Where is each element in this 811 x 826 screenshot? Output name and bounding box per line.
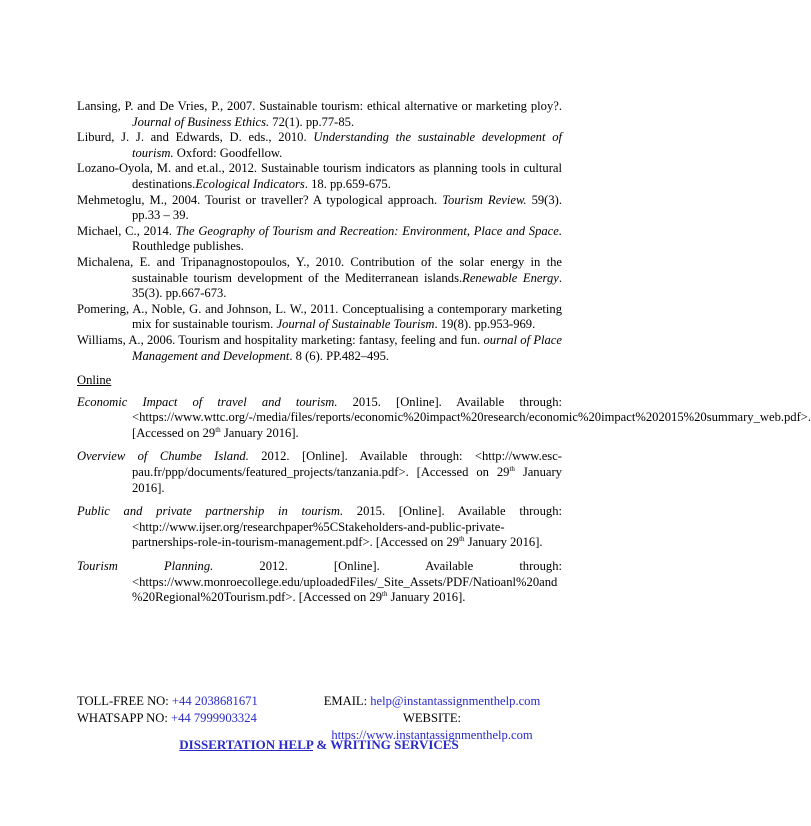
reference-list <box>77 99 811 614</box>
reference-date: January 2016]. <box>387 590 466 605</box>
reference-text: 2015. [Online]. Available through: <https://www.wttc.org/-/media/files/reports/economic%20impact%20research/economic%20impact%202015%20summary_web.pdf>. [Accessed on 29 <box>132 394 811 440</box>
reference-source: Journal of Sustainable Tourism <box>276 317 435 332</box>
reference-title: Overview of Chumbe Island. <box>77 449 249 464</box>
email <box>302 693 562 710</box>
tollfree-label: TOLL-FREE NO: <box>77 694 172 708</box>
reference-entry <box>77 333 562 364</box>
reference-text: Michael, C., 2014. <box>77 223 176 238</box>
reference-text: 2015. [Online]. Available through: <http://www.ijser.org/researchpaper%5CStakeholders-and-public-private-partnerships-role-in-tourism-management.pdf>. [Accessed on 29 <box>132 504 562 550</box>
reference-entry <box>77 302 562 333</box>
reference-text: 2012. [Online]. Available through: <https://www.monroecollege.edu/uploadedFiles/_Site_Assets/PDF/Natioanl%20and %20Regional%20Tourism.pdf>. [Accessed on 29 <box>132 559 562 605</box>
reference-details: . 35(3). pp.667-673. <box>132 270 562 301</box>
reference-entry <box>77 193 562 224</box>
email-label: EMAIL: <box>323 694 371 708</box>
reference-date: January 2016]. <box>132 465 562 495</box>
reference-text: Williams, A., 2006. Tourism and hospitality marketing: fantasy, feeling and fun. <box>77 332 484 347</box>
reference-entry <box>77 130 562 161</box>
reference-text: Lozano-Oyola, M. and et.al., 2012. Sustainable tourism indicators as planning tools in cultural destinations. <box>77 161 562 191</box>
online-heading: Online <box>77 373 112 388</box>
reference-title: Public and private partnership in tourism. <box>77 504 344 519</box>
reference-title: Tourism Planning. <box>77 559 214 574</box>
reference-details: 72(1). pp.77-85. <box>269 114 355 129</box>
reference-entry <box>77 224 562 255</box>
reference-details: . 19(8). pp.953-969. <box>434 317 536 332</box>
reference-source: The Geography of Tourism and Recreation: Environment, Place and Space. <box>175 223 563 238</box>
tollfree <box>77 693 302 710</box>
offline-references <box>77 99 562 364</box>
services-banner <box>0 737 638 753</box>
reference-details: Oxford: Goodfellow. <box>173 145 283 160</box>
reference-text: Liburd, J. J. and Edwards, D. eds., 2010. <box>77 130 314 145</box>
tollfree-number[interactable]: +44 2038681671 <box>171 694 258 708</box>
reference-entry <box>77 99 562 130</box>
online-reference-entry <box>77 394 811 442</box>
reference-entry <box>77 255 562 302</box>
banner-text: & WRITING SERVICES <box>313 737 459 752</box>
reference-title: Economic Impact of travel and tourism. <box>77 394 338 409</box>
reference-source: Tourism Review. <box>442 192 527 207</box>
reference-source: Ecological Indicators <box>195 176 305 191</box>
reference-details: . 8 (6). PP.482–495. <box>289 348 390 363</box>
ordinal-suffix: th <box>509 465 515 474</box>
online-references <box>77 394 811 606</box>
website-label: WEBSITE: <box>402 711 462 725</box>
email-link[interactable]: help@instantassignmenthelp.com <box>370 694 541 708</box>
reference-entry <box>77 161 562 192</box>
reference-source: Understanding the sustainable development of tourism. <box>132 130 562 160</box>
reference-source: ournal of Place Management and Development <box>132 332 562 363</box>
footer-row-1 <box>77 693 562 710</box>
reference-text: Michalena, E. and Tripanagnostopoulos, Y., 2010. Contribution of the solar energy in the sustainable tourism development of the Mediterranean islands. <box>77 254 562 285</box>
reference-text: Mehmetoglu, M., 2004. Tourist or traveller? A typological approach. <box>77 192 443 207</box>
reference-details: 59(3). pp.33 – 39. <box>132 192 563 223</box>
online-reference-entry <box>77 504 562 551</box>
reference-date: January 2016]. <box>464 535 543 550</box>
ordinal-suffix: th <box>459 535 465 544</box>
ordinal-suffix: th <box>215 425 221 434</box>
reference-text: Lansing, P. and De Vries, P., 2007. Sustainable tourism: ethical alternative or marketing ploy?. <box>77 99 562 113</box>
website-link[interactable]: https://www.instantassignmenthelp.com <box>331 728 533 742</box>
whatsapp-label: WHATSAPP NO: <box>77 711 171 725</box>
dissertation-help-link[interactable]: DISSERTATION HELP <box>179 737 314 752</box>
reference-date: January 2016]. <box>220 425 299 440</box>
online-reference-entry <box>77 449 562 496</box>
reference-source: Journal of Business Ethics. <box>132 114 270 129</box>
reference-text: 2012. [Online]. Available through: <http://www.esc-pau.fr/ppp/documents/featured_projects/tanzania.pdf>. [Accessed on 29 <box>132 449 562 480</box>
reference-details: . 18. pp.659-675. <box>304 176 391 191</box>
ordinal-suffix: th <box>382 590 388 599</box>
reference-source: Renewable Energy <box>462 270 559 285</box>
reference-details: Routhledge publishes. <box>132 239 244 254</box>
online-reference-entry <box>77 559 562 606</box>
whatsapp-number[interactable]: +44 7999903324 <box>171 711 257 725</box>
reference-text: Pomering, A., Noble, G. and Johnson, L. W., 2011. Conceptualising a contemporary marketing mix for sustainable tourism. <box>77 301 562 332</box>
